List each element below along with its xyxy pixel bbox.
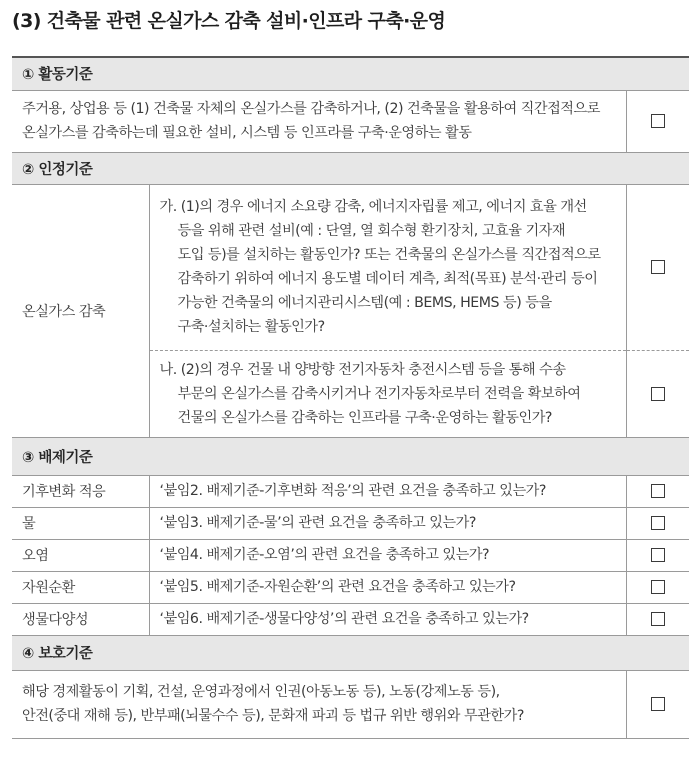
exclusion-question: ‘붙임6. 배제기준-생물다양성’의 관련 요건을 충족하고 있는가? [149, 603, 626, 635]
exclusion-question: ‘붙임3. 배제기준-물’의 관련 요건을 충족하고 있는가? [149, 507, 626, 539]
exclusion-check-cell [626, 603, 689, 635]
certification-item-b-text: 나. (2)의 경우 건물 내 양방향 전기자동차 충전시스템 등을 통해 수송 부문의 온실가스를 감축시키거나 전기자동차로부터 전력을 확보하여 건물의 온실가스를 감축하는 인프라를 구축·운영하는 활동인가? [159, 361, 581, 426]
protection-row [12, 670, 689, 738]
exclusion-label: 오염 [12, 539, 149, 571]
protection-check-cell [626, 670, 689, 738]
exclusion-label: 기후변화 적응 [12, 475, 149, 507]
exclusion-header: ③ 배제기준 [12, 437, 689, 475]
certification-a-check-cell [626, 184, 689, 350]
exclusion-water-checkbox[interactable] [651, 516, 665, 530]
protection-description [12, 670, 626, 738]
activity-header-row [12, 57, 689, 90]
certification-item-b [149, 350, 626, 437]
exclusion-label: 생물다양성 [12, 603, 149, 635]
protection-header-row [12, 635, 689, 670]
exclusion-row [12, 475, 689, 507]
activity-description [12, 90, 626, 152]
exclusion-question: ‘붙임4. 배제기준-오염’의 관련 요건을 충족하고 있는가? [149, 539, 626, 571]
activity-checkbox[interactable] [651, 114, 665, 128]
exclusion-row [12, 539, 689, 571]
certification-header-row [12, 152, 689, 184]
certification-row-a [12, 184, 689, 350]
exclusion-row [12, 603, 689, 635]
page-title: (3) 건축물 관련 온실가스 감축 설비·인프라 구축·운영 [12, 10, 446, 32]
exclusion-row [12, 507, 689, 539]
certification-header: ② 인정기준 [12, 152, 689, 184]
exclusion-biodiversity-checkbox[interactable] [651, 612, 665, 626]
activity-line-1: 주거용, 상업용 등 (1) 건축물 자체의 온실가스를 감축하거나, (2) 건축물을 활용하여 직간접적으로 [22, 101, 600, 117]
exclusion-question: ‘붙임5. 배제기준-자원순환’의 관련 요건을 충족하고 있는가? [149, 571, 626, 603]
exclusion-resource-checkbox[interactable] [651, 580, 665, 594]
exclusion-pollution-checkbox[interactable] [651, 548, 665, 562]
exclusion-check-cell [626, 539, 689, 571]
protection-line-1: 해당 경제활동이 기획, 건설, 운영과정에서 인권(아동노동 등), 노동(강제노동 등), [22, 684, 500, 700]
exclusion-label: 자원순환 [12, 571, 149, 603]
activity-check-cell [626, 90, 689, 152]
exclusion-question: ‘붙임2. 배제기준-기후변화 적응’의 관련 요건을 충족하고 있는가? [149, 475, 626, 507]
activity-row [12, 90, 689, 152]
protection-header: ④ 보호기준 [12, 635, 689, 670]
protection-checkbox[interactable] [651, 697, 665, 711]
certification-a-checkbox[interactable] [651, 260, 665, 274]
certification-label: 온실가스 감축 [12, 184, 149, 437]
certification-b-checkbox[interactable] [651, 387, 665, 401]
exclusion-climate-checkbox[interactable] [651, 484, 665, 498]
exclusion-row [12, 571, 689, 603]
exclusion-check-cell [626, 571, 689, 603]
exclusion-check-cell [626, 475, 689, 507]
checklist-table [12, 56, 689, 739]
certification-item-a [149, 184, 626, 350]
activity-line-2: 온실가스를 감축하는데 필요한 설비, 시스템 등 인프라를 구축·운영하는 활동 [22, 125, 472, 141]
exclusion-check-cell [626, 507, 689, 539]
certification-b-check-cell [626, 350, 689, 437]
exclusion-label: 물 [12, 507, 149, 539]
certification-item-a-text: 가. (1)의 경우 에너지 소요량 감축, 에너지자립률 제고, 에너지 효율 개선 등을 위해 관련 설비(예 : 단열, 열 회수형 환기장치, 고효율 기자재 도입 등)를 설치하는 활동인가? 또는 건축물의 온실가스를 직간접적으로 감축하기 위하여 에너지 용도별 데이터 계측, 최적(목표) 분석·관리 등이 가능한 건축물의 에너지관리시스템(예 : BEMS, HEMS 등) 등을 구축·설치하는 활동인가? [159, 199, 601, 335]
activity-header: ① 활동기준 [12, 57, 689, 90]
exclusion-header-row [12, 437, 689, 475]
protection-line-2: 안전(중대 재해 등), 반부패(뇌물수수 등), 문화재 파괴 등 법규 위반 행위와 무관한가? [22, 708, 524, 724]
